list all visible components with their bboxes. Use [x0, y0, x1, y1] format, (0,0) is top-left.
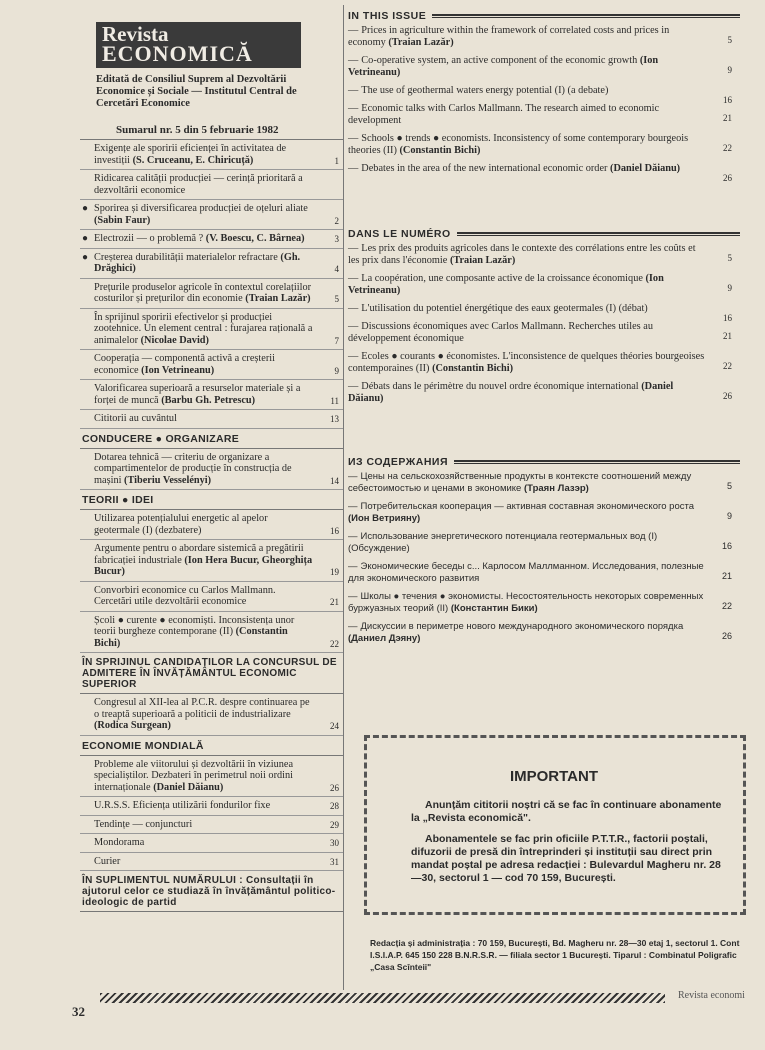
toc-item-title: Débats dans le périmètre du nouvel ordre économique international	[361, 381, 642, 392]
toc-item[interactable]	[348, 378, 740, 408]
section-heading: CONDUCERE ● ORGANIZARE	[80, 429, 343, 449]
dash-icon: —	[348, 303, 359, 314]
left-column	[80, 10, 343, 912]
toc-item[interactable]	[80, 350, 343, 380]
toc-item-title: Școli ● curente ● economiști. Inconsistența unor teorii burgheze contemporane (II)	[94, 614, 295, 637]
dash-icon: —	[348, 273, 359, 284]
toc-item-title: La coopération, une composante active de la croissance économique	[361, 273, 646, 284]
toc-item-author: (Daniel Dăianu)	[153, 781, 224, 793]
toc-item-author: (Gh. Drăghici)	[94, 251, 301, 274]
toc-item-author: (Ion Hera Bucur, Gheorghița Bucur)	[94, 554, 313, 577]
toc-page-number: 26	[721, 631, 732, 641]
dash-icon: —	[348, 163, 359, 174]
toc-item-title: Congresul al XII-lea al P.C.R. despre continuarea pe o treaptă superioară a politicii de industrializare	[94, 697, 310, 720]
toc-item-title: Tendințe — conjuncturi	[94, 818, 193, 830]
toc-item[interactable]	[80, 816, 343, 835]
toc-page-number: 21	[723, 113, 732, 123]
dash-icon: —	[348, 591, 358, 602]
toc-item-title: Convorbiri economice cu Carlos Mallmann. Cercetări utile dezvoltării economice	[94, 584, 276, 607]
toc-item-author: (Rodica Surgean)	[94, 720, 171, 731]
toc-page-number: 4	[334, 264, 339, 274]
toc-page-number: 9	[727, 65, 732, 75]
toc-page-number: 29	[330, 819, 339, 830]
toc-page-number: 5	[726, 481, 732, 491]
dash-icon: —	[348, 25, 359, 36]
toc-item-author: (Traian Lazăr)	[245, 293, 311, 304]
toc-item[interactable]	[348, 318, 740, 348]
toc-item[interactable]	[348, 558, 740, 588]
toc-item-author: (Sabin Faur)	[94, 214, 151, 226]
toc-item-author: (Traian Lazăr)	[449, 255, 516, 266]
toc-item-author: (Constantin Bichi)	[94, 626, 288, 649]
toc-item-title: Prices in agriculture within the framework of correlated costs and prices in economy	[348, 25, 670, 48]
section-heading	[348, 228, 740, 240]
toc-item[interactable]	[348, 588, 740, 618]
important-notice	[364, 735, 746, 915]
editorial-office-info: Redacția și administrația : 70 159, București, Bd. Magheru nr. 28—30 etaj 1, sectorul 1. Cont I.S.I.A.P. 645 150 228 B.N.R.S.R. — filiala sector 1 București. Tiparul : Combinatul Poligrafic „Casa Scînteii"	[370, 938, 740, 972]
toc-item[interactable]	[348, 270, 740, 300]
section-heading-text: ИЗ СОДЕРЖАНИЯ	[348, 456, 448, 468]
dash-icon: —	[348, 103, 359, 114]
toc-page-number: 16	[721, 541, 732, 551]
toc-page-number: 1	[334, 155, 339, 166]
toc-item[interactable]	[80, 410, 343, 429]
toc-item-title: Дискуссии в периметре нового международного экономического порядка	[360, 621, 684, 632]
toc-item-author: (Траян Лазэр)	[523, 483, 589, 494]
toc-item[interactable]	[80, 449, 343, 491]
toc-item-author: (Ion Vetrineanu)	[141, 364, 215, 376]
toc-page-number: 11	[330, 395, 339, 406]
toc-item[interactable]	[80, 853, 343, 872]
toc-page-number: 9	[726, 511, 732, 521]
toc-item[interactable]	[348, 160, 740, 183]
toc-section	[348, 10, 740, 183]
toc-item-title: Ecoles ● courants ● économistes. L'inconsistence de quelques théories bourgeoises contemporaines (II)	[348, 351, 705, 374]
toc-page-number: 5	[727, 35, 732, 45]
toc-item[interactable]	[80, 540, 343, 582]
toc-item-title: Cooperația — componentă activă a creșterii economice	[94, 353, 275, 376]
toc-item-title: Dotarea tehnică — criteriu de organizare a compartimentelor de producție în construcția de mașini	[94, 451, 292, 486]
important-title: IMPORTANT	[509, 768, 599, 785]
toc-page-number: 31	[330, 856, 339, 867]
toc-item-author: (V. Boescu, C. Bârnea)	[205, 233, 305, 244]
toc-item[interactable]	[80, 694, 343, 736]
toc-item-title: Argumente pentru o abordare sistemică a pregătirii fabricației industriale	[94, 543, 304, 566]
toc-item-title: Utilizarea potențialului energetic al apelor geotermale (I) (dezbatere)	[94, 513, 268, 536]
dash-icon: —	[348, 321, 359, 332]
toc-page-number: 13	[330, 414, 339, 424]
page-number: 32	[72, 1004, 85, 1019]
toc-page-number: 22	[721, 601, 732, 611]
toc-section	[348, 456, 740, 648]
section-heading: TEORII ● IDEI	[80, 490, 343, 510]
toc-item[interactable]	[80, 510, 343, 540]
masthead-logo	[96, 22, 301, 68]
toc-item[interactable]	[348, 498, 740, 528]
toc-item[interactable]	[348, 100, 740, 130]
toc-page-number: 26	[723, 173, 732, 183]
toc-item-author: (Constantin Bichi)	[399, 145, 481, 156]
toc-page-number: 22	[723, 143, 732, 153]
masthead-line2: ECONOMICĂ	[102, 41, 253, 66]
toc-item-author: (Ион Ветрияну)	[348, 513, 421, 524]
toc-item-title: Electrozii — o problemă ?	[94, 233, 206, 244]
toc-item-author: (S. Cruceanu, E. Chiricuță)	[132, 154, 254, 166]
toc-item[interactable]	[80, 170, 343, 200]
toc-item[interactable]	[348, 240, 740, 270]
toc-page-number: 16	[330, 525, 339, 536]
dash-icon: —	[348, 531, 358, 542]
toc-item[interactable]	[80, 380, 343, 410]
toc-item[interactable]	[80, 582, 343, 612]
toc-item-title: The use of geothermal waters energy potential (I) (a debate)	[361, 85, 609, 96]
toc-item-author: (Traian Lazăr)	[388, 37, 454, 48]
column-divider	[343, 5, 344, 990]
toc-page-number: 14	[330, 475, 339, 486]
dash-icon: —	[348, 381, 359, 392]
dash-icon: —	[348, 621, 358, 632]
toc-item[interactable]	[80, 834, 343, 853]
toc-item-title: Economic talks with Carlos Mallmann. The research aimed to economic development	[348, 103, 660, 126]
toc-item[interactable]	[348, 528, 740, 558]
toc-page-number: 7	[334, 335, 339, 346]
toc-item-author: (Ion Vetrineanu)	[348, 273, 664, 296]
toc-item-title: Потребительская кооперация — активная составная экономического роста	[360, 501, 695, 512]
toc-item-title: Les prix des produits agricoles dans le contexte des corrélations entre les coûts et les prix dans l'économie	[348, 243, 696, 266]
important-text	[411, 799, 727, 885]
section-heading: ÎN SPRIJINUL CANDIDAȚILOR LA CONCURSUL DE ADMITERE ÎN ÎNVĂȚĂMÂNTUL ECONOMIC SUPERIOR	[80, 653, 343, 694]
toc-item-title: Probleme ale viitorului și dezvoltării în viziunea specialiștilor. Dezbateri în perimetrul noii ordini internaționale	[94, 758, 294, 793]
toc-item-author: (Даниел Дэяну)	[348, 633, 421, 644]
toc-item-title: Schools ● trends ● economists. Inconsistency of some contemporary bourgeois theories (II)	[348, 133, 689, 156]
toc-item[interactable]	[80, 756, 343, 798]
toc-page-number: 5	[334, 294, 339, 304]
toc-item-title: Discussions économiques avec Carlos Mallmann. Recherches utiles au développement économique	[348, 321, 653, 344]
dash-icon: —	[348, 55, 359, 66]
toc-item[interactable]	[348, 52, 740, 82]
heading-rule	[454, 460, 740, 464]
toc-page-number: 22	[723, 361, 732, 371]
toc-item[interactable]	[348, 130, 740, 160]
toc-item[interactable]	[80, 612, 343, 654]
toc-page-number: 3	[334, 234, 339, 244]
toc-item-title: Prețurile produselor agricole în contextul corelațiilor costurilor și prețurilor din economie	[94, 281, 312, 304]
section-heading	[348, 456, 740, 468]
dash-icon: —	[348, 471, 358, 482]
toc-item-title: Цены на сельскохозяйственные продукты в контексте соотношений между себестоимостью и ценами в экономике	[348, 471, 692, 494]
right-column	[348, 10, 740, 648]
toc-item-title: Экономические беседы с... Карлосом Маллманном. Исследования, полезные для экономического развития	[348, 561, 704, 584]
toc-item-author: (Константин Бики)	[450, 603, 538, 614]
toc-item[interactable]	[348, 618, 740, 648]
toc-page-number: 16	[723, 95, 732, 105]
section-heading-text: DANS LE NUMÉRO	[348, 228, 451, 240]
toc-item-title: Ridicarea calității producției — cerință prioritară a dezvoltării economice	[94, 173, 303, 196]
toc-item-title: Exigențe ale sporirii eficienței în activitatea de investiții	[94, 143, 287, 166]
toc-item[interactable]	[348, 82, 740, 105]
toc-page-number: 5	[727, 253, 732, 263]
dash-icon: —	[348, 561, 358, 572]
dash-icon: —	[348, 351, 359, 362]
dash-icon: —	[348, 133, 359, 144]
bullet-icon: ●	[82, 203, 89, 214]
left-toc	[80, 140, 343, 912]
toc-item-title: Creșterea durabilității materialelor refractare	[94, 251, 281, 263]
toc-page-number: 21	[721, 571, 732, 581]
masthead-line1: Revista	[102, 22, 169, 46]
toc-item-title: În sprijinul sporirii efectivelor și producției zootehnice. Un element central : furajarea rațională a animalelor	[94, 311, 313, 346]
heading-rule	[457, 232, 740, 236]
section-heading: ÎN SUPLIMENTUL NUMĂRULUI : Consultații în ajutorul celor ce studiază în învățământul politico-ideologic de partid	[80, 871, 343, 912]
important-paragraph: Anunțăm cititorii noștri că se fac în continuare abonamente la „Revista economică".	[411, 799, 722, 824]
toc-page-number: 19	[330, 567, 339, 577]
toc-item[interactable]	[80, 140, 343, 170]
toc-item-title: Valorificarea superioară a resurselor materiale și a forței de muncă	[94, 383, 301, 406]
toc-item-title: Debates in the area of the new international economic order	[361, 163, 611, 174]
toc-item-title: Co-operative system, an active component of the economic growth	[361, 55, 640, 66]
toc-page-number: 21	[330, 597, 339, 607]
toc-item-title: Mondorama	[94, 837, 145, 848]
toc-page-number: 2	[334, 215, 339, 226]
toc-item[interactable]	[348, 468, 740, 498]
toc-item-title: Cititorii au cuvântul	[94, 413, 177, 424]
editor-note: Editată de Consiliul Suprem al Dezvoltării Economice și Sociale — Institutul Central de Cercetări Economice	[96, 74, 297, 109]
toc-item-author: (Barbu Gh. Petrescu)	[161, 394, 256, 406]
toc-item-title: Curier	[94, 855, 121, 867]
toc-page-number: 28	[330, 801, 339, 811]
toc-item-author: (Constantin Bichi)	[432, 363, 514, 374]
section-heading-text: IN THIS ISSUE	[348, 10, 427, 22]
toc-page-number: 9	[727, 283, 732, 293]
toc-item-title: U.R.S.S. Eficiența utilizării fondurilor fixe	[94, 800, 271, 811]
toc-item[interactable]	[348, 348, 740, 378]
dash-icon: —	[348, 243, 359, 254]
heading-rule	[432, 14, 740, 18]
toc-item[interactable]	[348, 300, 740, 323]
toc-item-author: (Tiberiu Vesselényi)	[124, 474, 212, 486]
section-heading	[348, 10, 740, 22]
bullet-icon: ●	[82, 233, 89, 244]
toc-item[interactable]	[80, 797, 343, 816]
toc-page-number: 16	[723, 313, 732, 323]
toc-section	[348, 228, 740, 408]
toc-page-number: 30	[330, 838, 339, 848]
footer-hatch-bar	[100, 993, 665, 1003]
toc-item-title: Sporirea și diversificarea producției de oțeluri aliate	[94, 203, 308, 214]
toc-item[interactable]	[80, 309, 343, 351]
bullet-icon: ●	[82, 251, 89, 263]
toc-page-number: 22	[330, 638, 339, 649]
toc-item-author: (Daniel Dăianu)	[348, 381, 674, 404]
toc-item-author: (Daniel Dăianu)	[610, 163, 681, 174]
toc-page-number: 26	[723, 391, 732, 401]
dash-icon: —	[348, 501, 358, 512]
dash-icon: —	[348, 85, 359, 96]
toc-page-number: 9	[334, 365, 339, 376]
toc-item[interactable]	[80, 249, 343, 279]
toc-item-title: Использование энергетического потенциала геотермальных вод (I) (Обсуждение)	[348, 531, 658, 554]
toc-item[interactable]	[80, 200, 343, 230]
section-heading: ECONOMIE MONDIALĂ	[80, 736, 343, 756]
toc-item[interactable]	[348, 22, 740, 52]
toc-page-number: 21	[723, 331, 732, 341]
footer-title: Revista economi	[678, 990, 745, 1001]
toc-item-author: (Nicolae David)	[140, 334, 209, 346]
toc-item[interactable]	[80, 279, 343, 309]
toc-item-title: Школы ● течения ● экономисты. Несостоятельность некоторых современных буржуазных теорий (II)	[348, 591, 704, 614]
important-paragraph: Abonamentele se fac prin oficiile P.T.T.R., factorii poștali, difuzorii de presă din întreprinderi și instituții sau direct prin mandat poștal pe adresa redacției : Bulevardul Magheru nr. 28—30, sectorul 1 — cod 70 159, București.	[411, 833, 721, 884]
toc-item-author: (Ion Vetrineanu)	[348, 55, 659, 78]
toc-item[interactable]	[80, 230, 343, 249]
toc-page-number: 24	[330, 721, 339, 731]
summary-title: Sumarul nr. 5 din 5 februarie 1982	[116, 124, 279, 136]
toc-page-number: 26	[330, 782, 339, 793]
toc-item-title: L'utilisation du potentiel énergétique des eaux geotermales (I) (débat)	[361, 303, 648, 314]
